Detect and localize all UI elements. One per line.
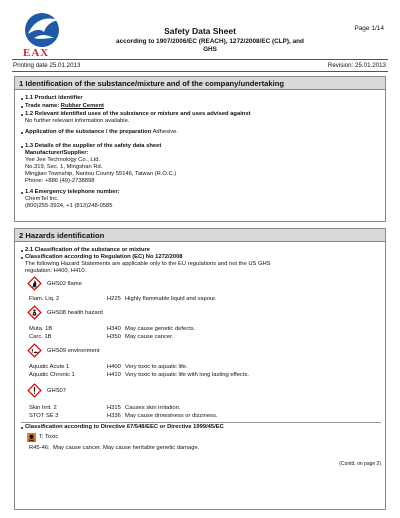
document-subtitle [60, 38, 360, 54]
intro-line: The following Hazard Statements are applicable only to the EU regulations and not the US GHS [25, 261, 271, 267]
no-further-info: No further relevant information available. [25, 118, 130, 124]
toxic-label: T; Toxic [39, 434, 59, 440]
trade-name-label: Trade name: [25, 103, 60, 109]
hazard-code: H400 [107, 364, 121, 370]
emergency-heading: 1.4 Emergency telephone number: [25, 189, 120, 195]
bullet [21, 192, 23, 194]
bullet [21, 114, 23, 116]
bullet [21, 106, 23, 108]
manufacturer-label: Manufacturer/Supplier: [25, 150, 89, 156]
supplier-line: Mingjian Township, Nantou County 55146, Taiwan (R.O.C.) [25, 171, 177, 177]
application-label: Application of the substance / the preparation [25, 129, 152, 135]
product-identifier-heading: 1.1 Product identifier [25, 95, 83, 101]
logo-wordmark: EAX [23, 47, 50, 59]
section-1-heading: 1 Identification of the substance/mixture and of the company/undertaking [15, 77, 385, 90]
header-divider [12, 59, 388, 60]
classification-heading: 2.1 Classification of the substance or mixture [25, 247, 150, 253]
section-1-identification [14, 76, 386, 222]
r-phrase-text: May cause cancer. May cause heritable genetic damage. [53, 445, 200, 451]
r-phrase-code: R45-46: [29, 445, 50, 451]
hazard-code: H336 [107, 413, 121, 419]
hazard-statement: Very toxic to aquatic life. [125, 364, 188, 370]
application-row [25, 129, 178, 136]
directive-heading: Classification according to Directive 67/548/EEC or Directive 1999/45/EC [25, 424, 224, 430]
application-value: Adhesive. [152, 129, 179, 135]
hazard-statement: May cause genetic defects. [125, 326, 196, 332]
continued-note: (Contd. on page 2) [339, 461, 381, 467]
hazard-statement: May cause cancer. [125, 334, 174, 340]
flame-icon [27, 276, 42, 291]
trade-name-row [25, 103, 104, 110]
hazard-statement: Highly flammable liquid and vapour. [125, 296, 217, 302]
supplier-details-heading: 1.3 Details of the supplier of the safety data sheet [25, 143, 162, 149]
clp-heading: Classification according to Regulation (EC) No 1272/2008 [25, 254, 183, 260]
hazard-statement: Very toxic to aquatic life with long lasting effects. [125, 372, 249, 378]
ghs07-label: GHS07 [47, 388, 67, 394]
subtitle-line-2: GHS [203, 46, 217, 53]
bullet [21, 132, 23, 134]
emergency-line: (800)255-3924, +1 (813)248-0585 [25, 203, 113, 209]
exclamation-icon [27, 383, 42, 398]
hazard-statement: Causes skin irritation. [125, 405, 181, 411]
emergency-line: ChemTel Inc. [25, 196, 59, 202]
intro-line: regulation: H400, H410. [25, 268, 87, 274]
divider [21, 422, 381, 423]
printing-date: Printing date 25.01.2013 [13, 62, 81, 69]
hazard-class: STOT SE 3 [29, 413, 59, 419]
supplier-line: No.319, Sec. 1, Mingshan Rd. [25, 164, 103, 170]
ghs02-label: GHS02 flame [47, 281, 82, 287]
section-2-hazards [14, 228, 386, 510]
bullet [21, 146, 23, 148]
bullet [21, 257, 23, 259]
hazard-code: H315 [107, 405, 121, 411]
hazard-code: H410 [107, 372, 121, 378]
document-title: Safety Data Sheet [164, 26, 236, 36]
hazard-code: H340 [107, 326, 121, 332]
hazard-class: Carc. 1B [29, 334, 52, 340]
header-divider-2 [12, 71, 388, 72]
bullet [21, 98, 23, 100]
health-hazard-icon [27, 305, 42, 320]
page-number: Page 1/14 [354, 25, 384, 32]
ghs09-label: GHS09 environment [47, 348, 100, 354]
hazard-class: Aquatic Chronic 1 [29, 372, 75, 378]
environment-icon [27, 343, 42, 358]
toxic-skull-icon [27, 433, 36, 442]
trade-name-value: Rubber Cement [60, 103, 104, 109]
revision-date: Revision: 25.01.2013 [327, 62, 386, 69]
hazard-class: Flam. Liq. 2 [29, 296, 60, 302]
supplier-line: Yee Jee Technology Co., Ltd. [25, 157, 101, 163]
hazard-class: Skin Irrit. 2 [29, 405, 57, 411]
bullet [21, 427, 23, 429]
section-2-heading: 2 Hazards identification [15, 229, 385, 242]
hazard-class: Aquatic Acute 1 [29, 364, 70, 370]
hazard-class: Muta. 1B [29, 326, 53, 332]
bullet [21, 250, 23, 252]
hazard-statement: May cause drowsiness or dizziness. [125, 413, 218, 419]
ghs08-label: GHS08 health hazard [47, 310, 103, 316]
subtitle-line-1: according to 1907/2006/EC (REACH), 1272/2008/EC (CLP), and [116, 38, 304, 45]
hazard-code: H350 [107, 334, 121, 340]
hazard-code: H225 [107, 296, 121, 302]
relevant-uses-heading: 1.2 Relevant identified uses of the substance or mixture and uses advised against [25, 111, 251, 117]
supplier-phone: Phone: +886 (49)-2738898 [25, 178, 95, 184]
